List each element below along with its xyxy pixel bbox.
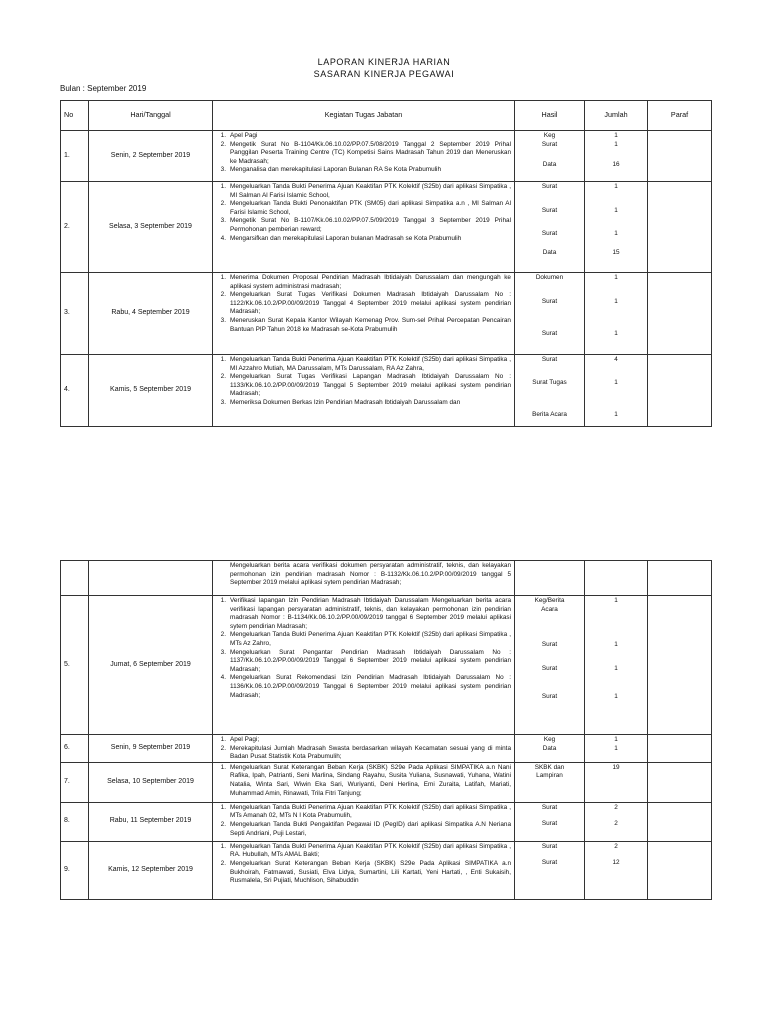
activity-number: 2. — [220, 140, 226, 148]
cell-activity — [213, 762, 515, 802]
table-row — [61, 355, 712, 427]
cell-date: Selasa, 3 September 2019 — [89, 182, 213, 273]
activity-item — [216, 274, 511, 291]
table-row — [61, 596, 712, 735]
activity-number: 1. — [220, 763, 226, 771]
result-value: SKBK dan — [534, 763, 565, 771]
cell-date: Rabu, 11 September 2019 — [89, 802, 213, 841]
activity-text: Mengeluarkan Surat Tugas Verifikasi Dokumen Madrasah Ibtidaiyah Darussalam No : 1122/Kk.06.10.2/PP.00/09/2019 Tanggal 4 September 2019 melalui aplikasi system pendirian Madrasah; — [230, 291, 511, 316]
activity-item — [216, 674, 511, 700]
cell-result — [515, 355, 585, 427]
activity-number: 1. — [220, 803, 226, 811]
result-value: Data — [542, 248, 557, 256]
activity-item — [216, 764, 511, 798]
cell-result — [515, 762, 585, 802]
activity-number: 2. — [220, 373, 226, 381]
count-value: 16 — [612, 161, 620, 169]
cell-date: Kamis, 5 September 2019 — [89, 355, 213, 427]
count-value: 1 — [614, 330, 618, 338]
cell-count — [585, 273, 648, 355]
report-title: LAPORAN KINERJA HARIAN — [317, 57, 451, 67]
activity-number: 3. — [220, 316, 226, 324]
activity-text: Mengeluarkan Tanda Bukti Penerima Ajuan Keaktifan PTK Kolektif (S25b) dari aplikasi Simpatika , MTs Az Zahro, — [230, 631, 511, 647]
result-value: Surat — [541, 693, 558, 701]
result-value: Data — [542, 744, 557, 752]
count-value: 2 — [614, 820, 618, 828]
result-value: Surat — [541, 297, 558, 305]
activity-list — [216, 736, 511, 762]
count-value: 1 — [614, 132, 618, 139]
result-value: Surat — [541, 230, 558, 238]
cell-no: 7. — [61, 762, 89, 802]
cell-no: 8. — [61, 802, 89, 841]
cell-no: 9. — [61, 841, 89, 899]
count-value: 2 — [614, 803, 618, 811]
cell-sign — [648, 561, 712, 596]
activity-text: Verifikasi lapangan Izin Pendirian Madrasah Ibtidaiyah Darussalam Mengeluarkan berita acara verifikasi lapangan persyaratan administratif, teknis, dan kelayakan permohonan izin pendirian madrasah Nomor : B-1134/Kk.06.10.2/PP.00/09/2019 tanggal 6 September 2019 melalui aplikasi sytem pendirian Madrasah; — [230, 597, 511, 630]
cell-no: 4. — [61, 355, 89, 427]
count-value: 1 — [614, 230, 618, 238]
activity-text: Mengetik Surat No B-1104/Kk.06.10.02/PP.07.5/08/2019 Tanggal 2 September 2019 Prihal Panggilan Peserta Training Centre (TC) Kompetisi Sains Madrasah Tahun 2019 dan Meneruskan ke Madrasah; — [230, 140, 511, 165]
activity-item — [216, 235, 511, 244]
result-value: Surat — [541, 820, 558, 828]
activity-number: 2. — [220, 820, 226, 828]
result-value: Surat — [541, 641, 558, 649]
cell-activity — [213, 182, 515, 273]
cell-date: Rabu, 4 September 2019 — [89, 273, 213, 355]
activity-item — [216, 166, 511, 175]
activity-number: 3. — [220, 166, 226, 174]
cell-sign — [648, 762, 712, 802]
cell-sign — [648, 802, 712, 841]
count-value: 1 — [614, 183, 618, 190]
cell-result — [515, 182, 585, 273]
cell-no — [61, 561, 89, 596]
result-value: Keg — [543, 132, 556, 139]
activity-number: 2. — [220, 631, 226, 639]
result-value: Surat — [541, 140, 558, 148]
table-body-page-1 — [61, 131, 712, 427]
result-value: Surat — [541, 356, 558, 363]
cell-activity — [213, 802, 515, 841]
count-value: 15 — [612, 248, 620, 256]
cell-activity — [213, 355, 515, 427]
activity-item — [216, 860, 511, 886]
cell-count — [585, 561, 648, 596]
count-value: 1 — [614, 411, 618, 419]
cell-result — [515, 131, 585, 182]
activity-number: 3. — [220, 217, 226, 225]
result-value: Surat Tugas — [532, 378, 567, 386]
activity-text: Mengeluarkan Surat Rekomendasi Izin Pendirian Madrasah Ibtidaiyah Darussalam No : 1136/Kk.06.10.2/PP.00/09/2019 Tanggal 6 September 2019 melalui aplikasi system pendirian Madrasah; — [230, 674, 511, 699]
activity-text: Mengeluarkan Tanda Bukti Penonaktifan PTK (SM05) dari aplikasi Simpatika a.n , MI Salman Al Farisi Islamic School, — [230, 200, 511, 216]
column-header-sign: Paraf — [648, 101, 712, 131]
cell-sign — [648, 735, 712, 763]
count-value — [585, 606, 647, 615]
cell-sign — [648, 596, 712, 735]
cell-date: Jumat, 6 September 2019 — [89, 596, 213, 735]
activity-text: Menerima Dokumen Proposal Pendirian Madrasah Ibtidaiyah Darussalam dan mengungah ke aplikasi system administrasi madrasah; — [230, 274, 511, 290]
activity-text: Memeriksa Dokumen Berkas Izin Pendirian Madrasah Ibtidaiyah Darussalam dan — [230, 398, 461, 406]
activity-text: Mengeluarkan Surat Keterangan Beban Kerja (SKBK) S29e Pada Aplikasi SIMPATIKA a.n Nani Rafika, Ipah, Patrianti, Seni Marlina, Sindang Rayahu, Susita Yuliana, Susnawati, Yuhana, Watini Natalia, Winta Sari, Wiwin Eka Sari, Wuriyanti, Deni Herlina, Emi Zuraita, Latifah, Mariati, Muhammad Amin, Rinawati, Trila Fitri Tanjung; — [230, 763, 511, 797]
result-value: Surat — [541, 206, 558, 214]
result-value: Dokumen — [535, 274, 564, 281]
activity-number: 1. — [220, 183, 226, 190]
cell-activity — [213, 561, 515, 596]
activity-text: Mengeluarkan Surat Tugas Verifikasi Lapangan Madrasah Ibtidaiyah Darussalam No : 1133/Kk.06.10.2/PP.00/09/2019 Tanggal 5 September 2019 melalui aplikasi system pendirian Madrasah; — [230, 373, 511, 398]
activity-number: 2. — [220, 744, 226, 752]
activity-item — [216, 843, 511, 860]
continuation-text: Mengeluarkan berita acara verifikasi dokumen persyaratan administratif, teknis, dan kelayakan permohonan izin pendirian madrasah Nomor : B-1132/Kk.06.10.2/PP.00/09/2019 tanggal 5 September 2019 melalui aplikasi sytem pendirian Madrasah; — [230, 562, 511, 587]
activity-list — [216, 356, 511, 408]
count-value: 19 — [612, 763, 620, 771]
activity-text: Mengeluarkan Surat Pengantar Pendirian Madrasah Ibtidaiyah Darussalam No : 1137/Kk.06.10.2/PP.00/09/2019 Tanggal 6 September 2019 melalui aplikasi system pendirian Madrasah; — [230, 648, 511, 673]
cell-sign — [648, 273, 712, 355]
cell-count — [585, 182, 648, 273]
activity-item — [216, 141, 511, 167]
activity-number: 1. — [220, 356, 226, 363]
result-value: Berita Acara — [532, 411, 567, 419]
activity-text: Apel Pagi — [230, 132, 258, 139]
cell-sign — [648, 841, 712, 899]
result-value: Surat — [541, 859, 558, 867]
result-value: Surat — [541, 803, 558, 811]
count-value: 1 — [614, 206, 618, 214]
activity-number: 2. — [220, 200, 226, 208]
activity-number: 3. — [220, 398, 226, 406]
cell-result — [515, 841, 585, 899]
activity-item — [216, 745, 511, 762]
activity-item — [216, 200, 511, 217]
column-header-count: Jumlah — [585, 101, 648, 131]
report-subtitle: SASARAN KINERJA PEGAWAI — [313, 69, 455, 79]
activity-text: Mengetik Surat No B-1107/Kk.06.10.02/PP.07.5/09/2019 Tanggal 3 September 2019 Prihal Permohonan pemberian reward; — [230, 217, 511, 233]
activity-text: Menganalisa dan merekapitulasi Laporan Bulanan RA Se Kota Prabumulih — [230, 166, 442, 174]
activity-text: Mengeluarkan Tanda Bukti Penerima Ajuan Keaktifan PTK Kolektif (S25b) dari aplikasi Simpatika , MTs Amanah 02, MTs N I Kota Prabumulih, — [230, 803, 511, 820]
activity-text: Mengeluarkan Tanda Bukti Penerima Ajuan Keaktifan PTK Kolektif (S25b) dari aplikasi Simpatika , RA. Hubullah, MTs AMAL Bakti; — [230, 842, 511, 859]
count-value: 1 — [614, 378, 618, 386]
cell-date: Senin, 2 September 2019 — [89, 131, 213, 182]
cell-sign — [648, 182, 712, 273]
activity-item — [216, 649, 511, 675]
cell-result — [515, 735, 585, 763]
table-row — [61, 762, 712, 802]
column-header-result: Hasil — [515, 101, 585, 131]
result-value: Surat — [541, 183, 558, 190]
activity-item — [216, 399, 511, 408]
count-value: 1 — [614, 736, 618, 743]
activity-number: 4. — [220, 674, 226, 682]
cell-no: 5. — [61, 596, 89, 735]
activity-item — [216, 132, 511, 141]
cell-date: Selasa, 10 September 2019 — [89, 762, 213, 802]
activity-list — [216, 597, 511, 700]
activity-list — [216, 274, 511, 334]
activity-number: 2. — [220, 859, 226, 867]
cell-result — [515, 596, 585, 735]
activity-number: 4. — [220, 234, 226, 242]
result-value: Data — [542, 161, 557, 169]
table-row — [61, 841, 712, 899]
activity-list — [216, 764, 511, 798]
cell-no: 3. — [61, 273, 89, 355]
count-value: 12 — [612, 859, 620, 867]
activity-text: Mengarsifkan dan merekapitulasi Laporan bulanan Madrasah se Kota Prabumulih — [230, 234, 462, 242]
activity-text: Apel Pagi; — [230, 736, 260, 743]
table-row-continuation — [61, 561, 712, 596]
cell-count — [585, 802, 648, 841]
count-value: 1 — [614, 140, 618, 148]
count-value: 1 — [614, 693, 618, 701]
cell-activity — [213, 131, 515, 182]
activity-number: 1. — [220, 736, 226, 743]
activity-number: 2. — [220, 291, 226, 299]
table-body-page-2 — [61, 561, 712, 900]
activity-item — [216, 736, 511, 745]
cell-no: 6. — [61, 735, 89, 763]
count-value: 1 — [614, 274, 618, 281]
cell-sign — [648, 355, 712, 427]
activity-list — [216, 804, 511, 838]
cell-count — [585, 596, 648, 735]
count-value: 1 — [614, 297, 618, 305]
activity-item — [216, 804, 511, 821]
table-row — [61, 735, 712, 763]
count-value: 1 — [614, 641, 618, 649]
cell-activity — [213, 735, 515, 763]
activity-list — [216, 843, 511, 886]
cell-date — [89, 561, 213, 596]
result-value: Surat — [541, 330, 558, 338]
result-value: Keg — [543, 736, 556, 743]
column-header-no: No — [61, 101, 89, 131]
result-value: Acara — [541, 605, 558, 613]
activity-item — [216, 183, 511, 200]
cell-result — [515, 802, 585, 841]
activity-item — [216, 317, 511, 334]
activity-number: 1. — [220, 597, 226, 604]
activity-list — [216, 132, 511, 175]
cell-result — [515, 561, 585, 596]
count-value: 1 — [614, 744, 618, 752]
cell-count — [585, 355, 648, 427]
activity-number: 1. — [220, 132, 226, 139]
result-value: Lampiran — [536, 772, 563, 780]
count-value: 1 — [614, 597, 618, 604]
table-header-row — [61, 101, 712, 131]
cell-activity — [213, 841, 515, 899]
report-table-page-1 — [60, 100, 712, 427]
result-value: Surat — [541, 842, 558, 850]
activity-number: 1. — [220, 842, 226, 850]
cell-no: 2. — [61, 182, 89, 273]
report-table-page-2 — [60, 560, 712, 900]
activity-list — [216, 183, 511, 243]
cell-date: Kamis, 12 September 2019 — [89, 841, 213, 899]
table-row — [61, 182, 712, 273]
activity-item — [216, 291, 511, 317]
cell-activity — [213, 596, 515, 735]
cell-result — [515, 273, 585, 355]
activity-text: Merekapitulasi Jumlah Madrasah Swasta berdasarkan wilayah Kecamatan sesuai yang di minta Badan Pusat Statistik Kota Prabumulih; — [230, 744, 511, 761]
activity-item — [216, 373, 511, 399]
cell-count — [585, 131, 648, 182]
activity-number: 3. — [220, 648, 226, 656]
activity-number: 1. — [220, 274, 226, 281]
cell-count — [585, 762, 648, 802]
activity-text: Meneruskan Surat Kepala Kantor Wilayah Kemenag Prov. Sum-sel Prihal Percepatan Pencairan Bantuan PIP Tahun 2018 ke Madrasah se-Kota Prabumulih — [230, 316, 511, 333]
activity-item — [216, 821, 511, 838]
table-row — [61, 273, 712, 355]
cell-count — [585, 841, 648, 899]
result-value: Keg/Berita — [534, 597, 565, 604]
count-value: 2 — [614, 842, 618, 850]
column-header-date: Hari/Tanggal — [89, 101, 213, 131]
cell-sign — [648, 131, 712, 182]
activity-text: Mengeluarkan Tanda Bukti Pengaktifan Pegawai ID (PegID) dari aplikasi Simpatika A.N Neriana Septi Andriani, Puji Lestari, — [230, 820, 511, 837]
activity-item — [216, 356, 511, 373]
activity-text: Mengeluarkan Surat Keterangan Beban Kerja (SKBK) S29e Pada Aplikasi SIMPATIKA a.n Bukhoirah, Fatmawati, Susiati, Elva Lidya, Sumartini, Lili Kartati, Yeni Hartati, , Enti Sukaisih, Rusmalela, Sri Pujiati, Muchlison, Sihabuddin — [230, 859, 511, 885]
column-header-activity: Kegiatan Tugas Jabatan — [213, 101, 515, 131]
table-row — [61, 131, 712, 182]
result-value: Surat — [541, 664, 558, 672]
activity-item — [216, 217, 511, 234]
cell-no: 1. — [61, 131, 89, 182]
activity-text: Mengeluarkan Tanda Bukti Penerima Ajuan Keaktifan PTK Kolektif (S25b) dari aplikasi Simpatika , MI Azzahro Mutiah, MA Darussalam, MTs Darussalam, RA Az Zahra, — [230, 356, 511, 372]
cell-count — [585, 735, 648, 763]
count-value: 1 — [614, 664, 618, 672]
cell-date: Senin, 9 September 2019 — [89, 735, 213, 763]
activity-item — [216, 597, 511, 631]
activity-item — [216, 631, 511, 648]
report-period: Bulan : September 2019 — [60, 84, 147, 93]
cell-activity — [213, 273, 515, 355]
table-row — [61, 802, 712, 841]
count-value: 4 — [614, 356, 618, 363]
activity-text: Mengeluarkan Tanda Bukti Penerima Ajuan Keaktifan PTK Kolektif (S25b) dari aplikasi Simpatika , MI Salman Al Farisi Islamic School, — [230, 183, 511, 199]
